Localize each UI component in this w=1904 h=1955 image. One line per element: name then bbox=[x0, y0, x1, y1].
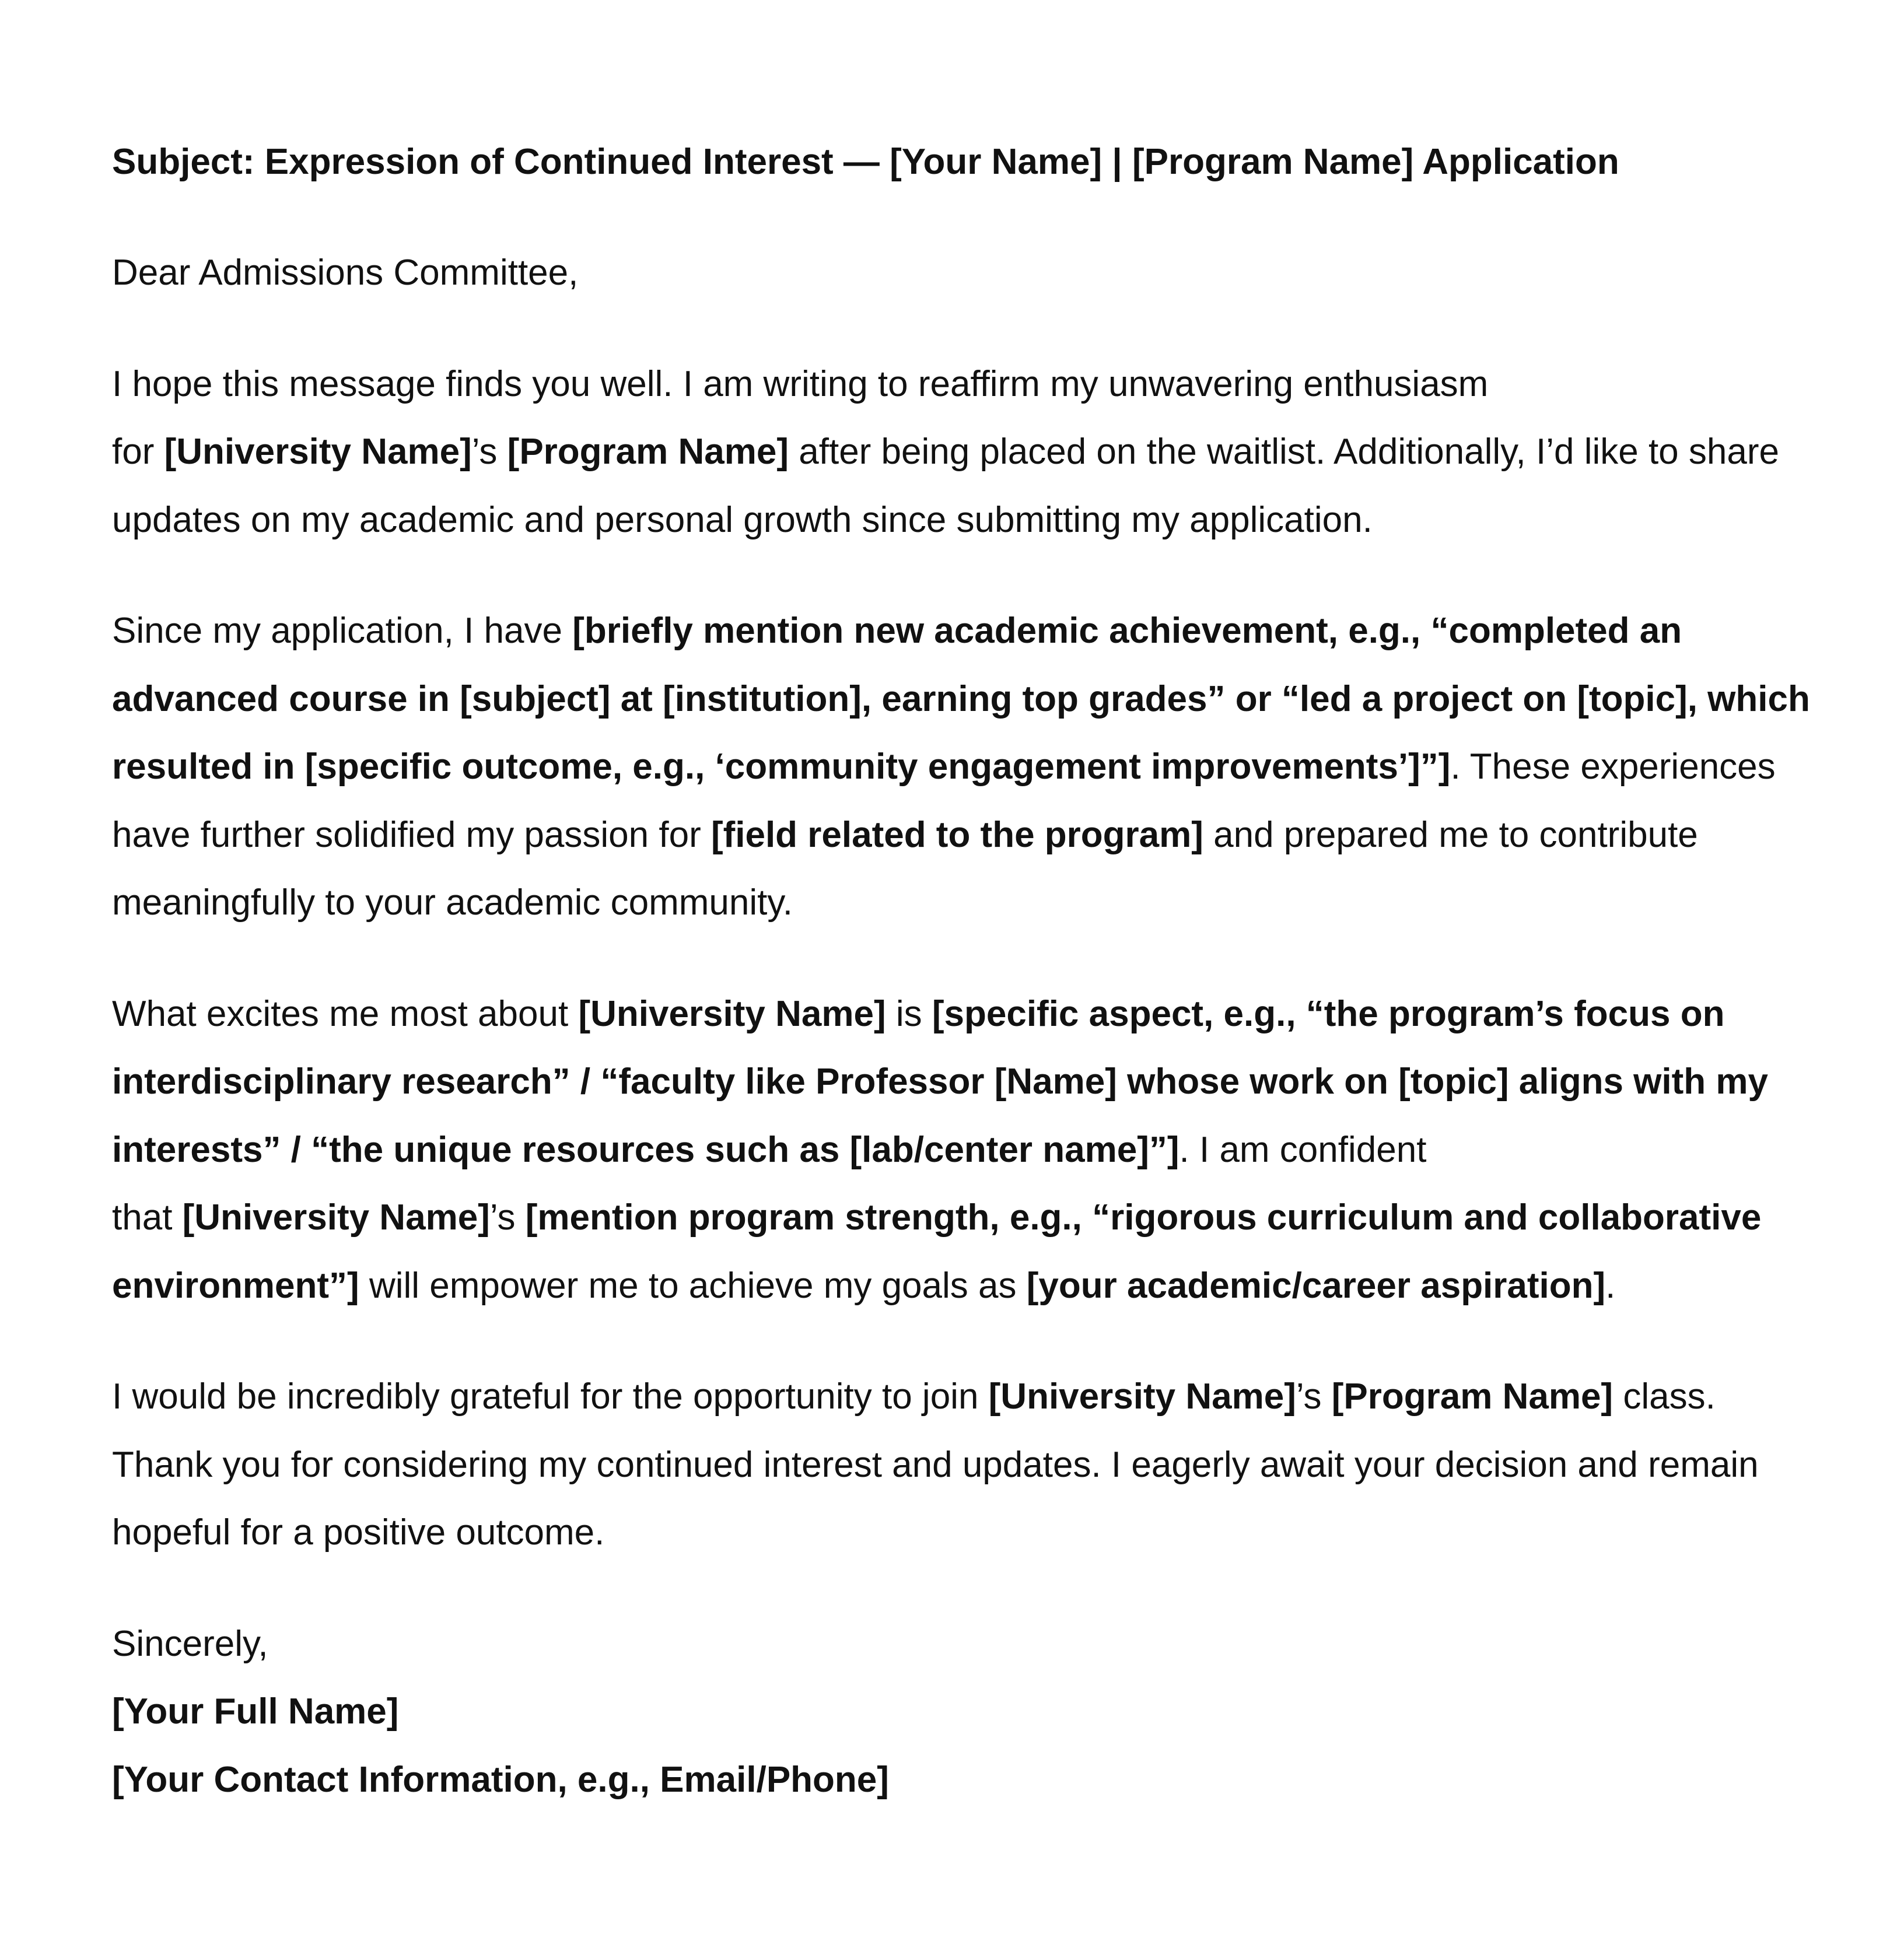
signature-contact: [Your Contact Information, e.g., Email/Phone] bbox=[112, 1759, 889, 1800]
letter-page bbox=[112, 128, 1815, 1814]
placeholder-university: [University Name] bbox=[578, 993, 886, 1034]
placeholder-program: [Program Name] bbox=[507, 432, 789, 472]
placeholder-field: [field related to the program] bbox=[710, 814, 1203, 855]
subject-line: Subject: Expression of Continued Interest — [Your Name] | [Program Name] Application bbox=[112, 142, 1619, 182]
placeholder-achievement: [briefly mention new academic achievement, e.g., “completed an advanced course in [subject] at [institution], earning top grades” or “led a project on [topic], which resulted in [specific outcome, e.g., ‘community engagement improvements’]”] bbox=[112, 611, 1810, 787]
placeholder-aspect: [specific aspect, e.g., “the program’s focus on interdisciplinary research” / “faculty like Professor [Name] whose work on [topic] aligns with my interests” / “the unique resources such as [lab/center name]”] bbox=[112, 993, 1768, 1170]
paragraph-intro: I hope this message finds you well. I am writing to reaffirm my unwavering enthusiasm for [University Name]’s [Program Name] after being placed on the waitlist. Additionally, I’d like to share updates on my academic and personal growth since submitting my application. bbox=[112, 363, 1779, 540]
placeholder-university: [University Name] bbox=[988, 1376, 1296, 1417]
signature-name: [Your Full Name] bbox=[112, 1691, 399, 1732]
paragraph-achievements: Since my application, I have [briefly mention new academic achievement, e.g., “completed an advanced course in [subject] at [institution], earning top grades” or “led a project on [topic], which resulted in [specific outcome, e.g., ‘community engagement improvements’]”]. These experiences have further solidified my passion for [field related to the program] and prepared me to contribute meaningfully to your academic community. bbox=[112, 611, 1810, 923]
placeholder-program: [Program Name] bbox=[1331, 1376, 1614, 1417]
placeholder-university: [University Name] bbox=[164, 432, 472, 472]
closing: Sincerely, bbox=[112, 1623, 268, 1664]
placeholder-aspiration: [your academic/career aspiration] bbox=[1026, 1265, 1606, 1306]
paragraph-excitement: What excites me most about [University Name] is [specific aspect, e.g., “the program’s focus on interdisciplinary research” / “faculty like Professor [Name] whose work on [topic] aligns with my interests” / “the unique resources such as [lab/center name]”]. I am confident that [University Name]’s [mention program strength, e.g., “rigorous curriculum and collaborative environment”] will empower me to achieve my goals as [your academic/career aspiration]. bbox=[112, 993, 1768, 1306]
placeholder-strength: [mention program strength, e.g., “rigorous curriculum and collaborative environment”] bbox=[112, 1197, 1762, 1306]
salutation: Dear Admissions Committee, bbox=[112, 253, 579, 293]
intro-line-1: I hope this message finds you well. I am writing to reaffirm my unwavering enthusiasm bbox=[112, 363, 1489, 404]
placeholder-university: [University Name] bbox=[182, 1197, 490, 1238]
paragraph-gratitude: I would be incredibly grateful for the opportunity to join [University Name]’s [Program Name] class. Thank you for considering my continued interest and updates. I eagerly await your decision and remain hopeful for a positive outcome. bbox=[112, 1376, 1759, 1553]
